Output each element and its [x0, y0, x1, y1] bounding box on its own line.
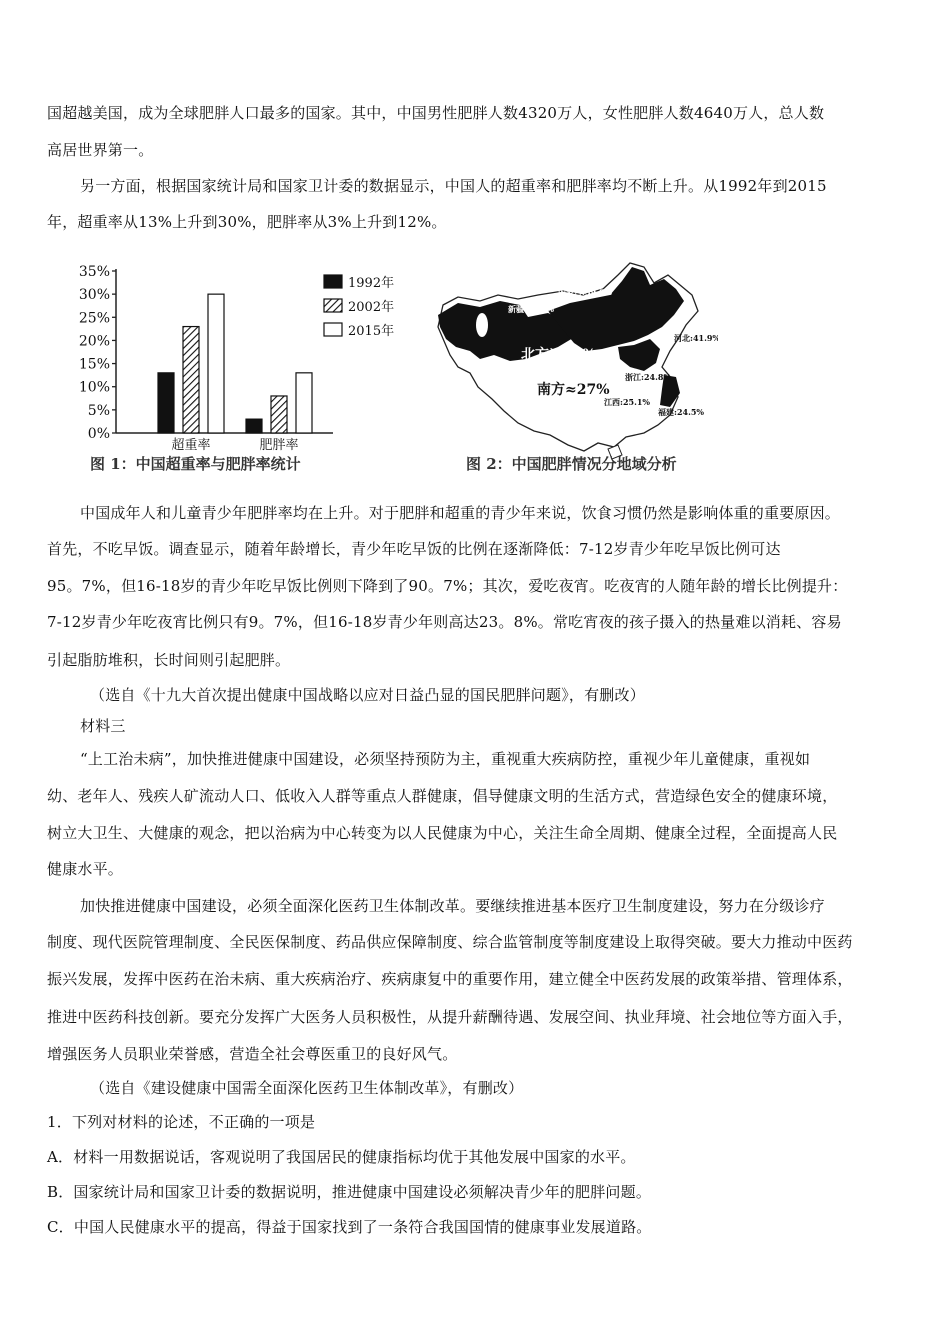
bar — [208, 294, 224, 433]
paragraph-line: 95。7%，但16-18岁的青少年吃早饭比例则下降到了90。7%；其次，爱吃夜宵。吃夜宵的人随年龄的增长比例提升： — [47, 577, 848, 595]
paragraph-line: “上工治未病”，加快推进健康中国建设，必须坚持预防为主，重视重大疾病防控，重视少年儿童健康，重视如 — [80, 750, 811, 768]
x-tick-label: 超重率 — [171, 438, 211, 453]
option-c[interactable]: C．中国人民健康水平的提高，得益于国家找到了一条符合我国国情的健康事业发展道路。 — [47, 1218, 652, 1236]
label-south: 南方≈27% — [537, 382, 610, 398]
legend-label: 2015年 — [348, 324, 395, 339]
label-inner-mongolia: 内蒙古:39.6% — [558, 287, 613, 297]
source-citation: （选自《十九大首次提出健康中国战略以应对日益凸显的国民肥胖问题》，有删改） — [90, 686, 645, 704]
paragraph-line: 树立大卫生、大健康的观念，把以治病为中心转变为以人民健康为中心，关注生命全周期、健康全过程，全面提高人民 — [47, 824, 838, 842]
legend-swatch — [324, 323, 342, 336]
legend-label: 1992年 — [348, 276, 395, 291]
chart-title: 图 1：中国超重率与肥胖率统计 — [90, 455, 301, 473]
y-tick-label: 0% — [87, 426, 110, 442]
label-hebei: 河北:41.9% — [674, 333, 718, 343]
paragraph-line: 加快推进健康中国建设，必须全面深化医药卫生体制改革。要继续推进基本医疗卫生制度建设，努力在分级诊疗 — [80, 897, 825, 915]
paragraph-line: 振兴发展，发挥中医药在治未病、重大疾病治疗、疾病康复中的重要作用，建立健全中医药发展的政策举措、管理体系， — [47, 970, 853, 988]
label-jiangxi: 江西:25.1% — [604, 397, 651, 407]
bar — [271, 396, 287, 433]
paragraph-line: 中国成年人和儿童青少年肥胖率均在上升。对于肥胖和超重的青少年来说，饮食习惯仍然是影响体重的重要原因。 — [80, 504, 841, 522]
y-tick-label: 25% — [78, 310, 110, 327]
paragraph-line: 国超越美国，成为全球肥胖人口最多的国家。其中，中国男性肥胖人数4320万人，女性肥胖人数4640万人，总人数 — [47, 104, 825, 122]
paragraph-line: 幼、老年人、残疾人矿流动人口、低收入人群等重点人群健康，倡导健康文明的生活方式，营造绿色安全的健康环境， — [47, 787, 838, 805]
label-zhejiang: 浙江:24.8% — [625, 372, 672, 382]
bar — [246, 419, 262, 433]
paragraph-line: 年，超重率从13%上升到30%，肥胖率从3%上升到12%。 — [47, 213, 447, 231]
y-tick-label: 20% — [78, 333, 110, 350]
paragraph-line: 推进中医药科技创新。要充分发挥广大医务人员积极性，从提升薪酬待遇、发展空间、执业拜境、社会地位等方面入手， — [47, 1008, 853, 1026]
y-tick-label: 10% — [78, 379, 110, 396]
y-tick-label: 35% — [78, 264, 110, 280]
paragraph-line: 7-12岁青少年吃夜宵比例只有9。7%，但16-18岁青少年则高达23。8%。常吃宵夜的孩子摄入的热量难以消耗、容易 — [47, 613, 842, 631]
map-marker — [476, 313, 488, 337]
y-tick-label: 5% — [87, 402, 110, 419]
figures-block — [78, 255, 718, 485]
question-stem: 1．下列对材料的论述，不正确的一项是 — [47, 1113, 316, 1131]
source-citation: （选自《建设健康中国需全面深化医药卫生体制改革》，有删改） — [90, 1079, 524, 1097]
paragraph-line: 高居世界第一。 — [47, 141, 154, 159]
bar-chart — [79, 264, 394, 473]
legend-swatch — [324, 299, 342, 312]
paragraph-line: 制度、现代医院管理制度、全民医保制度、药品供应保障制度、综合监管制度等制度建设上取得突破。要大力推动中医药 — [47, 933, 853, 951]
bar — [296, 373, 312, 433]
paragraph-line: 另一方面，根据国家统计局和国家卫计委的数据显示，中国人的超重率和肥胖率均不断上升。从1992年到2015 — [80, 177, 827, 195]
y-tick-label: 30% — [78, 287, 110, 304]
section-heading: 材料三 — [80, 717, 126, 735]
label-xinjiang: 新疆:37.8% — [508, 304, 555, 314]
paragraph-line: 健康水平。 — [47, 860, 124, 878]
paragraph-line: 首先，不吃早饭。调查显示，随着年龄增长，青少年吃早饭的比例在逐渐降低：7-12岁青少年吃早饭比例可达 — [47, 540, 781, 558]
legend-swatch — [324, 275, 342, 288]
map-caption: 图 2：中国肥胖情况分地域分析 — [466, 455, 677, 473]
china-obesity-map — [438, 263, 718, 473]
bar — [183, 327, 199, 433]
bar — [158, 373, 174, 433]
label-fujian: 福建:24.5% — [658, 407, 705, 417]
option-a[interactable]: A．材料一用数据说话，客观说明了我国居民的健康指标均优于其他发展中国家的水平。 — [47, 1148, 636, 1166]
label-north: 北方＞35% — [521, 347, 596, 363]
paragraph-line: 引起脂肪堆积，长时间则引起肥胖。 — [47, 651, 291, 669]
option-b[interactable]: B．国家统计局和国家卫计委的数据说明，推进健康中国建设必须解决青少年的肥胖问题。 — [47, 1183, 652, 1201]
paragraph-line: 增强医务人员职业荣誉感，营造全社会尊医重卫的良好风气。 — [47, 1045, 458, 1063]
x-tick-label: 肥胖率 — [259, 438, 299, 453]
y-tick-label: 15% — [78, 356, 110, 373]
legend-label: 2002年 — [348, 300, 395, 315]
